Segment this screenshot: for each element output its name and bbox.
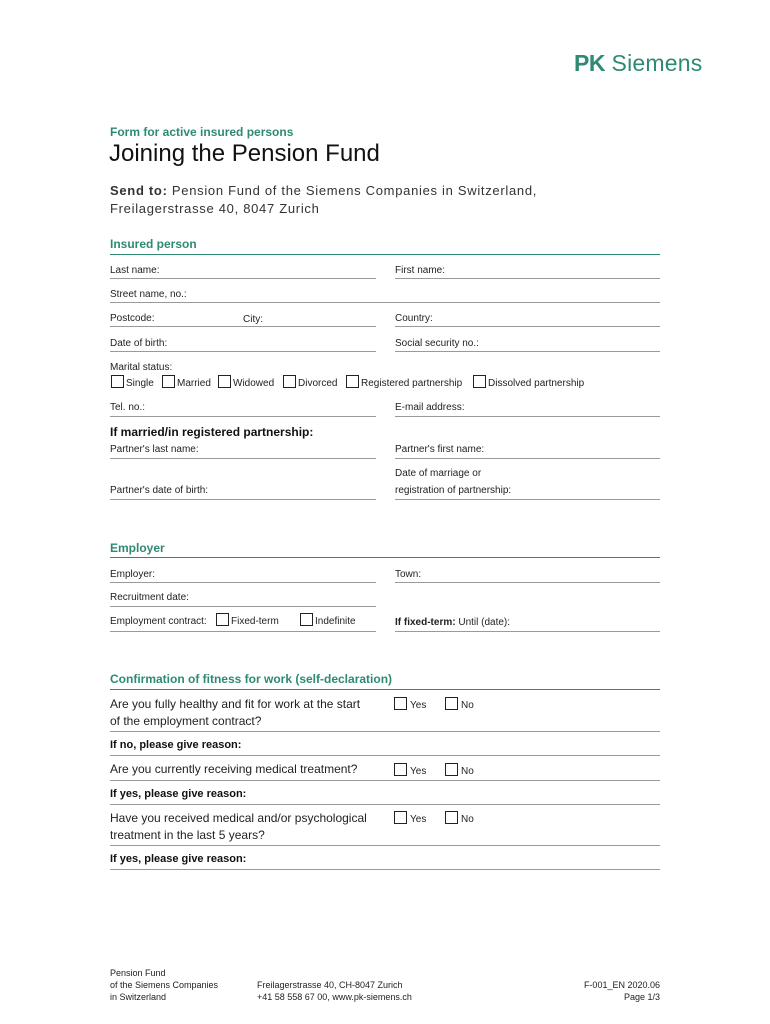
- employer-divider: [110, 557, 660, 558]
- q2-yes-checkbox[interactable]: [394, 763, 407, 776]
- street-field[interactable]: [110, 302, 660, 303]
- q2-no-label: No: [461, 766, 474, 777]
- footer-address: [257, 979, 412, 1003]
- partner-dob-label: Partner's date of birth:: [110, 485, 209, 496]
- marriage-date-label-line2: registration of partnership:: [395, 485, 512, 496]
- q1-line1: Are you fully healthy and fit for work at the start: [110, 697, 361, 711]
- town-field[interactable]: [395, 582, 660, 583]
- partner-last-name-field[interactable]: [110, 458, 376, 459]
- marriage-date-field[interactable]: [395, 499, 660, 500]
- send-to-line2: Freilagerstrasse 40, 8047 Zurich: [110, 201, 320, 216]
- q3-no-label: No: [461, 814, 474, 825]
- q1-reason-field[interactable]: [110, 755, 660, 756]
- footer-doc-code: F-001_EN 2020.06: [583, 980, 660, 990]
- employer-heading: Employer: [110, 541, 165, 555]
- q2-text: Are you currently receiving medical treatment?: [110, 762, 358, 776]
- single-label: Single: [126, 378, 154, 389]
- first-name-field[interactable]: [395, 278, 660, 279]
- insured-heading: Insured person: [110, 237, 197, 251]
- email-field[interactable]: [395, 416, 660, 417]
- q1-reason-label: If no, please give reason:: [110, 739, 242, 751]
- postcode-label: Postcode:: [110, 313, 155, 324]
- recruitment-date-label: Recruitment date:: [110, 592, 189, 603]
- indefinite-checkbox[interactable]: [300, 613, 313, 626]
- partner-first-name-label: Partner's first name:: [395, 444, 485, 455]
- q3-line1: Have you received medical and/or psychological: [110, 811, 367, 825]
- divorced-checkbox[interactable]: [283, 375, 296, 388]
- tel-label: Tel. no.:: [110, 402, 146, 413]
- widowed-label: Widowed: [233, 378, 275, 389]
- married-label: Married: [177, 378, 211, 389]
- send-to-line1: Pension Fund of the Siemens Companies in Switzerland,: [167, 183, 538, 198]
- q3-reason-field[interactable]: [110, 869, 660, 870]
- last-name-field[interactable]: [110, 278, 376, 279]
- fixed-term-checkbox[interactable]: [216, 613, 229, 626]
- q1-text: [110, 696, 360, 730]
- q3-reason-label: If yes, please give reason:: [110, 853, 247, 865]
- form-subtitle: Form for active insured persons: [110, 125, 294, 139]
- insured-divider: [110, 254, 660, 255]
- last-name-label: Last name:: [110, 265, 160, 276]
- fitness-heading: Confirmation of fitness for work (self-declaration): [110, 672, 393, 686]
- send-to: [110, 182, 537, 218]
- q1-line2: of the employment contract?: [110, 714, 262, 728]
- q2-yes-label: Yes: [410, 766, 427, 777]
- page-title: Joining the Pension Fund: [109, 140, 380, 167]
- footer-address-line2: +41 58 558 67 00, www.pk-siemens.ch: [257, 992, 412, 1002]
- email-label: E-mail address:: [395, 402, 465, 413]
- dissolved-partnership-checkbox[interactable]: [473, 375, 486, 388]
- q3-text: [110, 810, 367, 844]
- logo-pk: PK: [574, 50, 605, 76]
- footer-org-line2: of the Siemens Companies: [110, 980, 219, 990]
- employer-field[interactable]: [110, 582, 376, 583]
- q1-yes-label: Yes: [410, 700, 427, 711]
- fixed-term-until: [395, 617, 510, 628]
- q2-reason-field[interactable]: [110, 804, 660, 805]
- q3-yes-label: Yes: [410, 814, 427, 825]
- dob-label: Date of birth:: [110, 338, 168, 349]
- marital-status-label: Marital status:: [110, 362, 173, 373]
- divorced-label: Divorced: [298, 378, 338, 389]
- footer-org-line1: Pension Fund: [110, 968, 166, 978]
- partner-heading: If married/in registered partnership:: [110, 425, 314, 439]
- footer-org: [110, 967, 218, 1003]
- footer-address-line1: Freilagerstrasse 40, CH-8047 Zurich: [257, 980, 403, 990]
- registered-partnership-checkbox[interactable]: [346, 375, 359, 388]
- q1-divider: [110, 731, 660, 732]
- partner-dob-field[interactable]: [110, 499, 376, 500]
- dob-field[interactable]: [110, 351, 376, 352]
- street-label: Street name, no.:: [110, 289, 187, 300]
- fitness-divider: [110, 689, 660, 690]
- widowed-checkbox[interactable]: [218, 375, 231, 388]
- partner-first-name-field[interactable]: [395, 458, 660, 459]
- country-label: Country:: [395, 313, 433, 324]
- employer-label: Employer:: [110, 569, 156, 580]
- q3-yes-checkbox[interactable]: [394, 811, 407, 824]
- town-label: Town:: [395, 569, 422, 580]
- fixed-term-label: Fixed-term: [231, 616, 279, 627]
- footer-page-number: Page 1/3: [623, 992, 660, 1002]
- ssn-field[interactable]: [395, 351, 660, 352]
- q2-reason-label: If yes, please give reason:: [110, 788, 247, 800]
- indefinite-label: Indefinite: [315, 616, 356, 627]
- send-to-label: Send to:: [110, 183, 168, 198]
- logo-text: Siemens: [611, 50, 703, 76]
- q1-no-checkbox[interactable]: [445, 697, 458, 710]
- fixed-term-until-bold: If fixed-term:: [395, 617, 456, 628]
- q3-divider: [110, 845, 660, 846]
- footer-org-line3: in Switzerland: [110, 992, 167, 1002]
- country-field[interactable]: [395, 326, 660, 327]
- q2-no-checkbox[interactable]: [445, 763, 458, 776]
- married-checkbox[interactable]: [162, 375, 175, 388]
- fixed-term-until-field[interactable]: [395, 631, 660, 632]
- partner-last-name-label: Partner's last name:: [110, 444, 199, 455]
- marriage-date-label-line1: Date of marriage or: [395, 468, 482, 479]
- ssn-label: Social security no.:: [395, 338, 479, 349]
- single-checkbox[interactable]: [111, 375, 124, 388]
- fixed-term-until-rest: Until (date):: [455, 617, 511, 628]
- postcode-city-field[interactable]: [110, 326, 376, 327]
- tel-field[interactable]: [110, 416, 376, 417]
- employment-contract-label: Employment contract:: [110, 616, 207, 627]
- dissolved-partnership-label: Dissolved partnership: [488, 378, 585, 389]
- q3-line2: treatment in the last 5 years?: [110, 828, 265, 842]
- first-name-label: First name:: [395, 265, 446, 276]
- registered-partnership-label: Registered partnership: [361, 378, 463, 389]
- employment-contract-line: [110, 631, 376, 632]
- logo: [574, 50, 702, 77]
- recruitment-date-field[interactable]: [110, 606, 376, 607]
- footer-doc-info: [560, 979, 660, 1003]
- q2-divider: [110, 780, 660, 781]
- city-label: City:: [243, 314, 263, 325]
- q1-no-label: No: [461, 700, 474, 711]
- q3-no-checkbox[interactable]: [445, 811, 458, 824]
- q1-yes-checkbox[interactable]: [394, 697, 407, 710]
